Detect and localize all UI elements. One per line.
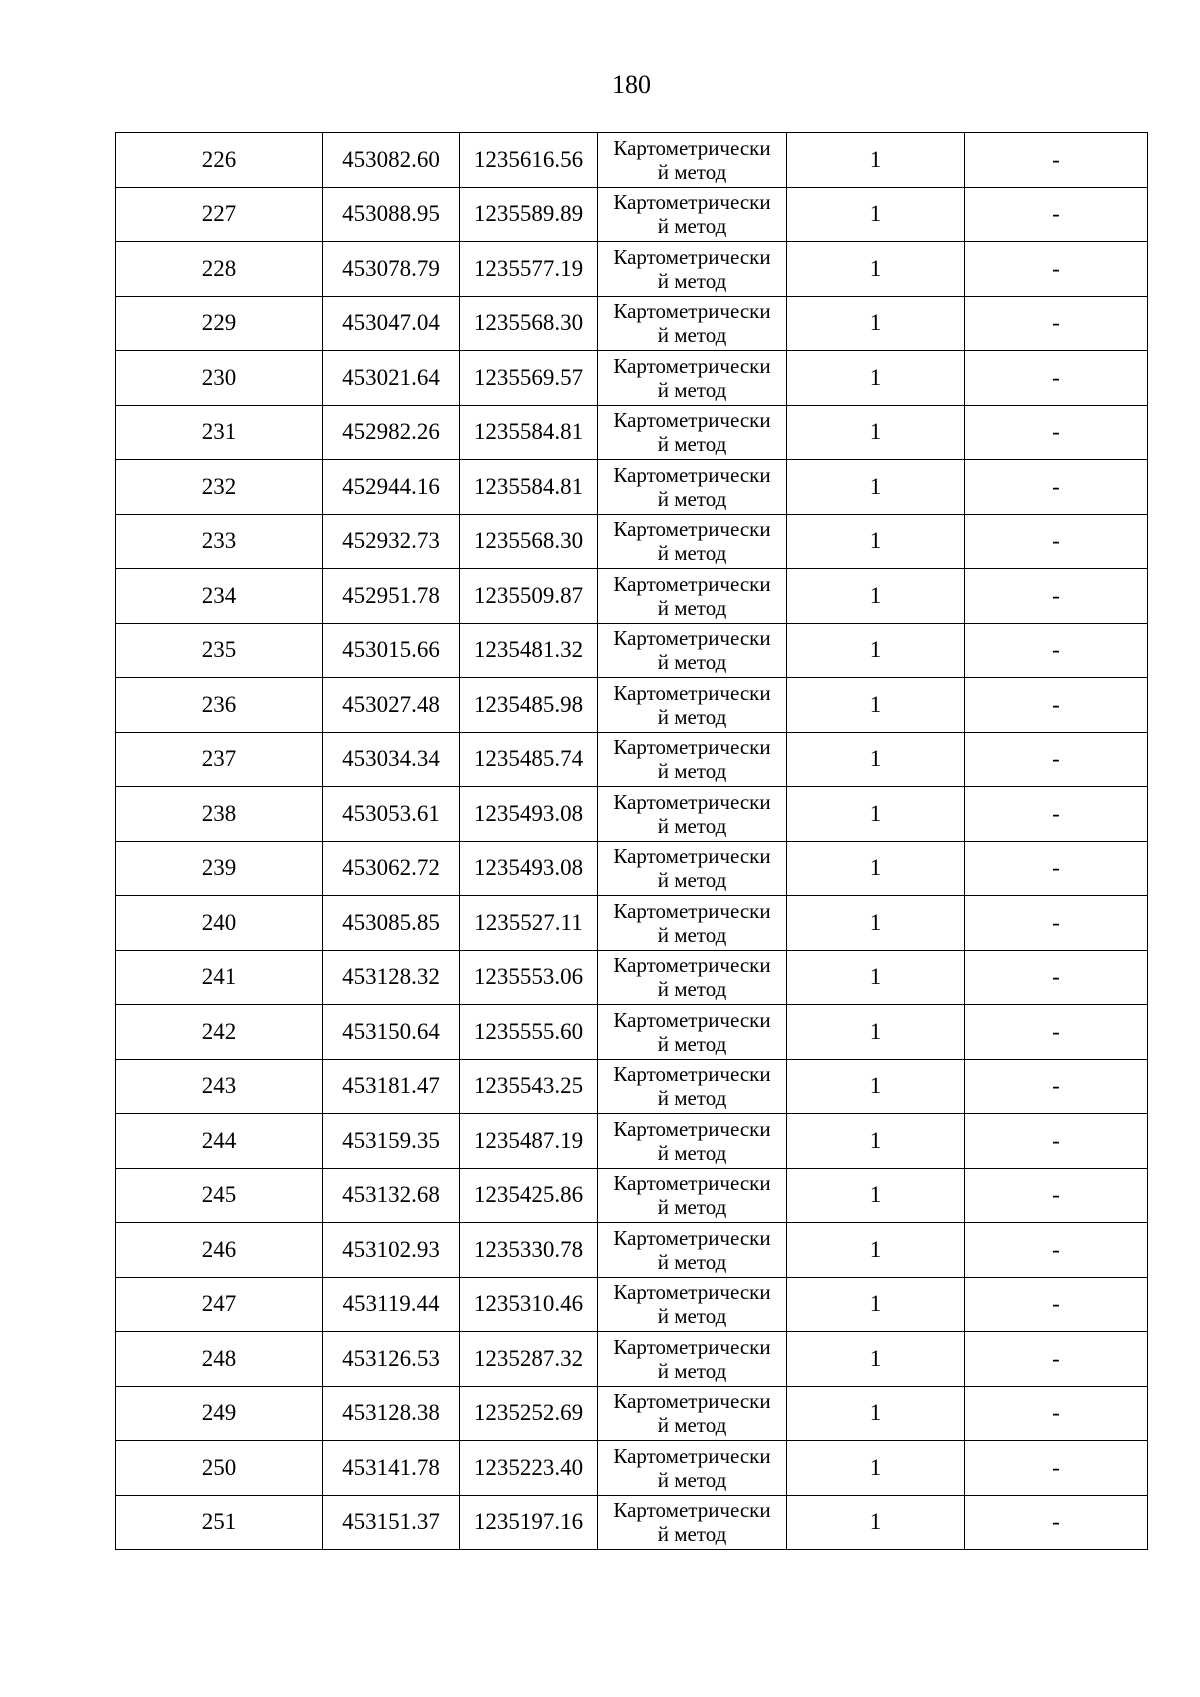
method-text-line-1: Картометрически [613,408,771,433]
method-text-line-2: й метод [657,595,727,620]
method-cell [598,1386,787,1441]
table-row [116,405,1148,460]
point-number-cell: 248 [116,1332,323,1387]
method-text-line-1: Картометрически [613,517,771,542]
accuracy-cell: 1 [787,732,965,787]
accuracy-cell: 1 [787,1495,965,1550]
method-text-line-1: Картометрически [613,1498,771,1523]
method-cell [598,732,787,787]
accuracy-cell: 1 [787,1114,965,1169]
note-cell: - [965,1114,1148,1169]
coordinates-table [115,132,1148,1550]
table-row [116,732,1148,787]
x-coordinate-cell: 453034.34 [323,732,460,787]
coordinates-table-body [116,133,1148,1550]
note-cell: - [965,133,1148,188]
note-cell: - [965,896,1148,951]
y-coordinate-cell: 1235197.16 [460,1495,598,1550]
method-text-line-2: й метод [657,1140,727,1165]
x-coordinate-cell: 453021.64 [323,351,460,406]
accuracy-cell: 1 [787,242,965,297]
x-coordinate-cell: 452944.16 [323,460,460,515]
method-cell [598,896,787,951]
method-text-line-2: й метод [657,323,727,348]
method-text-line-2: й метод [657,1467,727,1492]
method-text-line-2: й метод [657,1086,727,1111]
table-row [116,1441,1148,1496]
x-coordinate-cell: 453128.38 [323,1386,460,1441]
table-row [116,678,1148,733]
y-coordinate-cell: 1235569.57 [460,351,598,406]
x-coordinate-cell: 453082.60 [323,133,460,188]
accuracy-cell: 1 [787,623,965,678]
method-text-line-2: й метод [657,1358,727,1383]
method-text-line-2: й метод [657,813,727,838]
point-number-cell: 228 [116,242,323,297]
accuracy-cell: 1 [787,1277,965,1332]
method-text-line-2: й метод [657,868,727,893]
method-cell [598,1223,787,1278]
accuracy-cell: 1 [787,133,965,188]
method-text-line-1: Картометрически [613,571,771,596]
x-coordinate-cell: 453102.93 [323,1223,460,1278]
note-cell: - [965,732,1148,787]
x-coordinate-cell: 453141.78 [323,1441,460,1496]
y-coordinate-cell: 1235509.87 [460,569,598,624]
method-text-line-1: Картометрически [613,135,771,160]
note-cell: - [965,1223,1148,1278]
y-coordinate-cell: 1235568.30 [460,296,598,351]
method-cell [598,1495,787,1550]
note-cell: - [965,460,1148,515]
method-cell [598,1005,787,1060]
note-cell: - [965,296,1148,351]
y-coordinate-cell: 1235252.69 [460,1386,598,1441]
y-coordinate-cell: 1235223.40 [460,1441,598,1496]
x-coordinate-cell: 453062.72 [323,841,460,896]
method-cell [598,841,787,896]
method-text-line-1: Картометрически [613,462,771,487]
x-coordinate-cell: 453119.44 [323,1277,460,1332]
accuracy-cell: 1 [787,841,965,896]
method-cell [598,1277,787,1332]
accuracy-cell: 1 [787,514,965,569]
method-cell [598,405,787,460]
point-number-cell: 234 [116,569,323,624]
y-coordinate-cell: 1235493.08 [460,841,598,896]
method-cell [598,514,787,569]
x-coordinate-cell: 453151.37 [323,1495,460,1550]
point-number-cell: 239 [116,841,323,896]
table-row [116,460,1148,515]
method-cell [598,133,787,188]
accuracy-cell: 1 [787,187,965,242]
point-number-cell: 249 [116,1386,323,1441]
accuracy-cell: 1 [787,678,965,733]
point-number-cell: 229 [116,296,323,351]
accuracy-cell: 1 [787,1386,965,1441]
note-cell: - [965,514,1148,569]
method-text-line-2: й метод [657,159,727,184]
method-text-line-2: й метод [657,1249,727,1274]
point-number-cell: 237 [116,732,323,787]
accuracy-cell: 1 [787,405,965,460]
method-text-line-2: й метод [657,759,727,784]
table-row [116,950,1148,1005]
table-row [116,1277,1148,1332]
table-row [116,1495,1148,1550]
table-row [116,1168,1148,1223]
point-number-cell: 241 [116,950,323,1005]
y-coordinate-cell: 1235310.46 [460,1277,598,1332]
method-text-line-2: й метод [657,1304,727,1329]
method-text-line-2: й метод [657,432,727,457]
table-row [116,841,1148,896]
y-coordinate-cell: 1235568.30 [460,514,598,569]
point-number-cell: 246 [116,1223,323,1278]
method-text-line-2: й метод [657,377,727,402]
method-cell [598,1332,787,1387]
table-row [116,787,1148,842]
note-cell: - [965,678,1148,733]
page-number: 180 [612,70,651,99]
x-coordinate-cell: 453015.66 [323,623,460,678]
method-text-line-1: Картометрически [613,680,771,705]
accuracy-cell: 1 [787,351,965,406]
point-number-cell: 244 [116,1114,323,1169]
method-cell [598,950,787,1005]
method-text-line-1: Картометрически [613,299,771,324]
method-text-line-2: й метод [657,541,727,566]
accuracy-cell: 1 [787,950,965,1005]
table-row [116,296,1148,351]
method-text-line-2: й метод [657,1522,727,1547]
note-cell: - [965,187,1148,242]
table-row [116,187,1148,242]
x-coordinate-cell: 453159.35 [323,1114,460,1169]
y-coordinate-cell: 1235330.78 [460,1223,598,1278]
point-number-cell: 251 [116,1495,323,1550]
method-text-line-1: Картометрически [613,953,771,978]
table-row [116,569,1148,624]
point-number-cell: 226 [116,133,323,188]
method-text-line-2: й метод [657,268,727,293]
y-coordinate-cell: 1235485.74 [460,732,598,787]
note-cell: - [965,1386,1148,1441]
method-text-line-1: Картометрически [613,844,771,869]
method-cell [598,1441,787,1496]
method-cell [598,569,787,624]
point-number-cell: 236 [116,678,323,733]
x-coordinate-cell: 453132.68 [323,1168,460,1223]
note-cell: - [965,405,1148,460]
accuracy-cell: 1 [787,1059,965,1114]
method-text-line-1: Картометрически [613,898,771,923]
note-cell: - [965,841,1148,896]
x-coordinate-cell: 453047.04 [323,296,460,351]
method-text-line-2: й метод [657,1031,727,1056]
method-text-line-1: Картометрически [613,626,771,651]
method-cell [598,1114,787,1169]
method-text-line-1: Картометрически [613,1443,771,1468]
x-coordinate-cell: 453085.85 [323,896,460,951]
table-row [116,1005,1148,1060]
method-text-line-1: Картометрически [613,1007,771,1032]
point-number-cell: 247 [116,1277,323,1332]
method-text-line-1: Картометрически [613,1062,771,1087]
table-row [116,133,1148,188]
x-coordinate-cell: 453128.32 [323,950,460,1005]
note-cell: - [965,1495,1148,1550]
table-row [116,623,1148,678]
x-coordinate-cell: 453088.95 [323,187,460,242]
accuracy-cell: 1 [787,1441,965,1496]
method-cell [598,460,787,515]
table-row [116,896,1148,951]
table-row [116,514,1148,569]
y-coordinate-cell: 1235555.60 [460,1005,598,1060]
x-coordinate-cell: 453027.48 [323,678,460,733]
note-cell: - [965,569,1148,624]
note-cell: - [965,1005,1148,1060]
note-cell: - [965,351,1148,406]
method-text-line-1: Картометрически [613,1334,771,1359]
point-number-cell: 232 [116,460,323,515]
point-number-cell: 242 [116,1005,323,1060]
point-number-cell: 230 [116,351,323,406]
method-cell [598,187,787,242]
x-coordinate-cell: 453181.47 [323,1059,460,1114]
y-coordinate-cell: 1235481.32 [460,623,598,678]
note-cell: - [965,1059,1148,1114]
y-coordinate-cell: 1235543.25 [460,1059,598,1114]
accuracy-cell: 1 [787,296,965,351]
accuracy-cell: 1 [787,1168,965,1223]
point-number-cell: 227 [116,187,323,242]
y-coordinate-cell: 1235553.06 [460,950,598,1005]
method-cell [598,623,787,678]
point-number-cell: 235 [116,623,323,678]
method-text-line-1: Картометрически [613,244,771,269]
method-cell [598,1059,787,1114]
method-text-line-2: й метод [657,214,727,239]
y-coordinate-cell: 1235487.19 [460,1114,598,1169]
x-coordinate-cell: 453150.64 [323,1005,460,1060]
method-cell [598,242,787,297]
method-text-line-2: й метод [657,704,727,729]
x-coordinate-cell: 453053.61 [323,787,460,842]
method-text-line-2: й метод [657,922,727,947]
note-cell: - [965,242,1148,297]
point-number-cell: 238 [116,787,323,842]
y-coordinate-cell: 1235577.19 [460,242,598,297]
y-coordinate-cell: 1235589.89 [460,187,598,242]
method-text-line-1: Картометрически [613,735,771,760]
y-coordinate-cell: 1235584.81 [460,405,598,460]
table-row [116,1332,1148,1387]
accuracy-cell: 1 [787,1005,965,1060]
accuracy-cell: 1 [787,460,965,515]
x-coordinate-cell: 453126.53 [323,1332,460,1387]
method-cell [598,787,787,842]
table-row [116,1059,1148,1114]
point-number-cell: 240 [116,896,323,951]
point-number-cell: 243 [116,1059,323,1114]
accuracy-cell: 1 [787,1223,965,1278]
method-cell [598,296,787,351]
note-cell: - [965,950,1148,1005]
note-cell: - [965,623,1148,678]
table-row [116,1386,1148,1441]
y-coordinate-cell: 1235425.86 [460,1168,598,1223]
method-text-line-1: Картометрически [613,1389,771,1414]
point-number-cell: 233 [116,514,323,569]
accuracy-cell: 1 [787,1332,965,1387]
method-cell [598,1168,787,1223]
table-row [116,1114,1148,1169]
note-cell: - [965,1168,1148,1223]
y-coordinate-cell: 1235485.98 [460,678,598,733]
x-coordinate-cell: 452951.78 [323,569,460,624]
note-cell: - [965,787,1148,842]
table-row [116,351,1148,406]
note-cell: - [965,1332,1148,1387]
x-coordinate-cell: 452982.26 [323,405,460,460]
note-cell: - [965,1441,1148,1496]
method-text-line-1: Картометрически [613,1280,771,1305]
y-coordinate-cell: 1235616.56 [460,133,598,188]
table-row [116,242,1148,297]
note-cell: - [965,1277,1148,1332]
x-coordinate-cell: 452932.73 [323,514,460,569]
method-text-line-1: Картометрически [613,190,771,215]
method-text-line-2: й метод [657,486,727,511]
y-coordinate-cell: 1235493.08 [460,787,598,842]
method-text-line-2: й метод [657,1195,727,1220]
method-text-line-2: й метод [657,1413,727,1438]
y-coordinate-cell: 1235527.11 [460,896,598,951]
accuracy-cell: 1 [787,787,965,842]
method-text-line-1: Картометрически [613,1116,771,1141]
point-number-cell: 231 [116,405,323,460]
method-text-line-2: й метод [657,977,727,1002]
method-text-line-1: Картометрически [613,1171,771,1196]
y-coordinate-cell: 1235584.81 [460,460,598,515]
method-text-line-1: Картометрически [613,1225,771,1250]
point-number-cell: 250 [116,1441,323,1496]
accuracy-cell: 1 [787,569,965,624]
x-coordinate-cell: 453078.79 [323,242,460,297]
method-text-line-1: Картометрически [613,353,771,378]
point-number-cell: 245 [116,1168,323,1223]
y-coordinate-cell: 1235287.32 [460,1332,598,1387]
method-cell [598,678,787,733]
method-text-line-1: Картометрически [613,789,771,814]
accuracy-cell: 1 [787,896,965,951]
method-cell [598,351,787,406]
method-text-line-2: й метод [657,650,727,675]
table-row [116,1223,1148,1278]
